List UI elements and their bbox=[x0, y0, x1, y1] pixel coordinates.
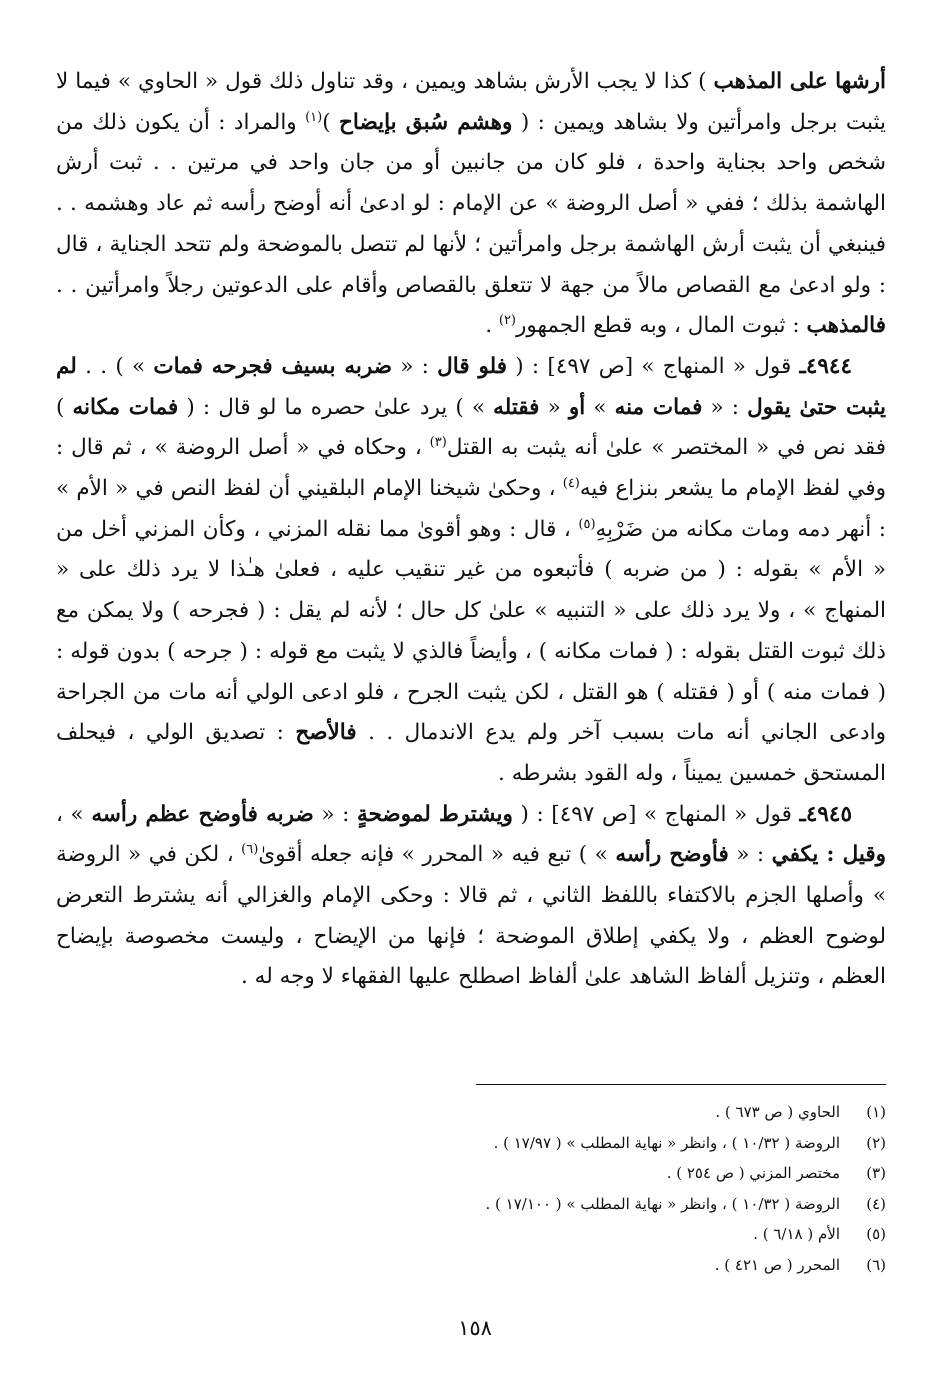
text-run: ) bbox=[322, 109, 340, 135]
footnote-ref: (٦) bbox=[241, 842, 259, 858]
footnotes bbox=[56, 1097, 886, 1280]
text-run: ، قال : وهو أقوىٰ مما نقله المزني ، وكأن المزني أخل من « الأم » بقوله : ( من ضربه ) فأتبعوه من غير تنقيب عليه ، فعلىٰ هـٰذا لا يرد ذلك على « المنهاج » ، ولا يرد ذلك على « التنبيه » علىٰ كل حال ؛ لأنه لم يقل : ( فجرحه ) ولا يمكن مع ذلك ثبوت القتل بقوله : ( فمات مكانه ) ، وأيضاً فالذي لا يثبت مع قوله : ( جرحه ) بدون قوله : ( فمات منه ) أو ( فقتله ) هو القتل ، لكن يثبت الجرح ، فلو ادعى الولي أنه مات من الجراحة وادعى الجاني أنه مات بسبب آخر ولم يدع الاندمال . . bbox=[56, 516, 886, 746]
footnote-text: مختصر المزني ( ص ٢٥٤ ) . bbox=[666, 1164, 840, 1182]
text-run: ، لكن في « الروضة » وأصلها الجزم بالاكتفاء باللفظ الثاني ، ثم قالا : وحكى الإمام والغزالي أنه يشترط التعرض لوضوح العظم ، ولا يكفي إطلاق الموضحة ؛ فإنها من الإيضاح ، وليست مخصوصة بإيضاح العظم ، وتنزيل ألفاظ الشاهد علىٰ ألفاظ اصطلح عليها الفقهاء لا وجه له . bbox=[56, 842, 886, 990]
text-run: والمراد : أن يكون ذلك من شخص واحد بجناية واحدة ، فلو كان من جانبين أو من جان واحد في مرتين . . ثبت أرش الهاشمة بذلك ؛ ففي « أصل الروضة » عن الإمام : لو ادعىٰ أنه أوضح رأسه ثم عاد وهشمه . . فينبغي أن يثبت أرش الهاشمة برجل وامرأتين ؛ لأنها لم تتصل بالموضحة ولم تتحد الجناية ، قال : ولو ادعىٰ مع القصاص مالاً من جهة لا تتعلق بالقصاص وأقام على الدعوتين رجلاً وامرأتين . . bbox=[56, 109, 886, 298]
text-run: قول « المنهاج » [ص ٤٩٧] : ( bbox=[507, 353, 800, 379]
footnote-item bbox=[56, 1219, 886, 1250]
text-run: « bbox=[539, 394, 569, 420]
bold-term: وهشم سُبق بإيضاح bbox=[339, 109, 513, 135]
bold-term: أو bbox=[568, 394, 586, 420]
text-run: » ) يرد علىٰ حصره ما لو قال : ( bbox=[178, 394, 494, 420]
text-run: : « bbox=[313, 801, 358, 827]
text-run: : « bbox=[702, 394, 748, 420]
bold-term: ضربه بسيف فجرحه فمات bbox=[153, 353, 392, 379]
bold-term: لم يثبت حتىٰ يقول bbox=[56, 353, 887, 420]
footnote-ref: (٤) bbox=[562, 475, 580, 491]
text-run: » ) . . bbox=[76, 353, 154, 379]
footnote-number: (٢) bbox=[866, 1133, 886, 1152]
issue-number: ٤٩٤٥ـ bbox=[799, 801, 853, 827]
footnote-item bbox=[56, 1189, 886, 1220]
text-run: : « bbox=[728, 842, 772, 868]
footnote-text: المحرر ( ص ٤٢١ ) . bbox=[714, 1255, 840, 1274]
bold-term: فمات مكانه bbox=[72, 394, 179, 420]
text-run: » ، bbox=[56, 801, 92, 827]
footnote-ref: (٥) bbox=[578, 516, 596, 532]
bold-term: فالمذهب bbox=[806, 313, 886, 339]
bold-term: فمات منه bbox=[614, 394, 703, 420]
bold-term: فقتله bbox=[493, 394, 540, 420]
footnote-item bbox=[56, 1158, 886, 1189]
footnote-number: (٤) bbox=[866, 1194, 886, 1213]
bold-term: وقيل : يكفي bbox=[771, 842, 887, 868]
bold-term: ضربه فأوضح عظم رأسه bbox=[91, 801, 314, 827]
footnote-number: (٥) bbox=[866, 1225, 886, 1243]
page-number: ١٥٨ bbox=[458, 1316, 492, 1340]
text-run: ) فقد نص في « المختصر » علىٰ أنه يثبت به القتل bbox=[56, 394, 886, 461]
paragraph-4944 bbox=[56, 347, 886, 795]
bold-term: أرشها على المذهب bbox=[713, 69, 887, 94]
bold-term: فأوضح رأسه bbox=[615, 842, 729, 868]
footnote-ref: (٣) bbox=[429, 435, 447, 451]
text-run: قول « المنهاج » [ص ٤٩٧] : ( bbox=[512, 801, 800, 827]
footnote-number: (١) bbox=[866, 1103, 886, 1121]
paragraph-continued bbox=[56, 62, 886, 347]
footnote-text: الأم ( ٦/١٨ ) . bbox=[753, 1225, 840, 1243]
footnote-text: الروضة ( ١٠/٣٢ ) ، وانظر « نهاية المطلب » ( ١٧/٩٧ ) . bbox=[493, 1133, 840, 1152]
text-run: : تصديق الولي ، فيحلف المستحق خمسين يميناً ، وله القود بشرطه . bbox=[56, 720, 886, 786]
footnote-item bbox=[56, 1250, 886, 1281]
footnote-number: (٣) bbox=[866, 1164, 886, 1182]
footnote-ref: (١) bbox=[305, 109, 323, 125]
paragraph-4945 bbox=[56, 795, 886, 999]
footnote-ref: (٢) bbox=[498, 313, 516, 329]
footnote-item bbox=[56, 1097, 886, 1128]
text-run: : « bbox=[391, 353, 438, 379]
bold-term: ويشترط لموضحةٍ bbox=[357, 801, 513, 827]
text-run: » ) تبع فيه « المحرر » فإنه جعله أقوىٰ bbox=[258, 842, 616, 868]
text-run: . bbox=[485, 313, 499, 339]
footnote-separator bbox=[476, 1084, 886, 1085]
issue-number: ٤٩٤٤ـ bbox=[799, 353, 853, 379]
footnote-text: الروضة ( ١٠/٣٢ ) ، وانظر « نهاية المطلب » ( ١٧/١٠٠ ) . bbox=[485, 1194, 840, 1213]
main-text bbox=[56, 62, 886, 998]
footnote-number: (٦) bbox=[866, 1255, 886, 1274]
text-run: ، وحكىٰ شيخنا الإمام البلقيني أن لفظ النص في « الأم » : أنهر دمه ومات مكانه من ضَرْبِهِ bbox=[56, 476, 886, 542]
footnote-item bbox=[56, 1128, 886, 1159]
text-run: ) كذا لا يجب الأرش بشاهد ويمين ، وقد تناول ذلك قول « الحاوي » فيما لا يثبت برجل وامرأتين ولا بشاهد ويمين : ( bbox=[56, 69, 886, 135]
bold-term: فلو قال bbox=[437, 353, 508, 379]
text-run: » bbox=[585, 394, 615, 420]
bold-term: فالأصح bbox=[295, 720, 357, 746]
footnote-text: الحاوي ( ص ٦٧٣ ) . bbox=[715, 1103, 840, 1121]
text-run: : ثبوت المال ، وبه قطع الجمهور bbox=[516, 313, 807, 339]
text-run: ، وحكاه في « أصل الروضة » ، ثم قال : وفي لفظ الإمام ما يشعر بنزاع فيه bbox=[56, 435, 886, 502]
